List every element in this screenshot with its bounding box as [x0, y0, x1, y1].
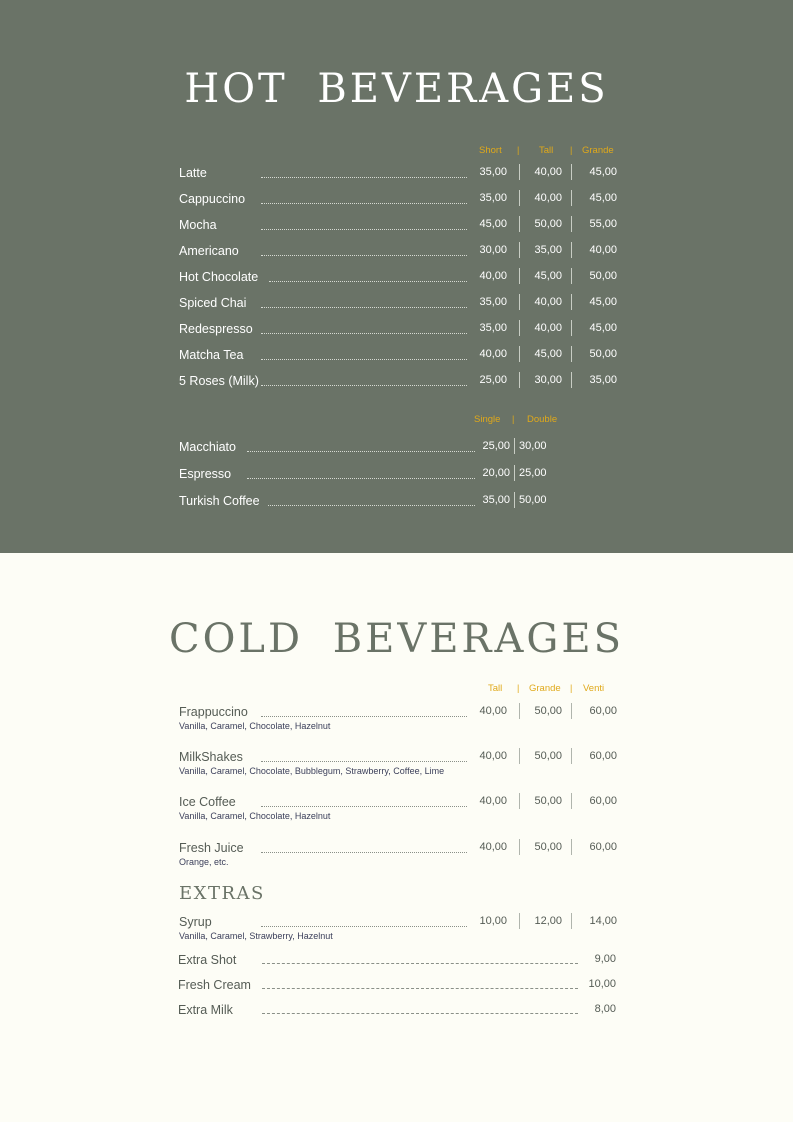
- item-price: 35,00: [479, 296, 507, 308]
- item-price: 35,00: [534, 244, 562, 256]
- item-price: 40,00: [479, 348, 507, 360]
- extra-item-row: [0, 951, 793, 971]
- item-price: 8,00: [594, 1003, 616, 1015]
- item-description: Vanilla, Caramel, Chocolate, Hazelnut: [179, 811, 331, 821]
- item-price: 35,00: [589, 374, 617, 386]
- item-price: 20,00: [482, 467, 510, 479]
- item-price: 30,00: [479, 244, 507, 256]
- item-price: 45,00: [589, 192, 617, 204]
- item-price: 50,00: [519, 494, 547, 506]
- header-divider: |: [512, 414, 515, 424]
- price-divider: [519, 913, 520, 929]
- size-header-double: Double: [527, 414, 558, 425]
- size-header-tall: Tall: [539, 145, 554, 156]
- item-name: Americano: [179, 244, 239, 258]
- extras-title: EXTRAS: [179, 883, 265, 904]
- price-divider: [519, 294, 520, 310]
- item-price: 45,00: [589, 166, 617, 178]
- price-divider: [519, 164, 520, 180]
- price-divider: [519, 320, 520, 336]
- size-header-grande: Grande: [529, 683, 561, 694]
- item-name: Cappuccino: [179, 192, 246, 206]
- dotted-leader: [269, 281, 467, 282]
- item-name: Matcha Tea: [179, 348, 244, 362]
- item-price: 55,00: [589, 218, 617, 230]
- item-price: 40,00: [534, 166, 562, 178]
- item-description: Vanilla, Caramel, Strawberry, Hazelnut: [179, 931, 333, 941]
- menu-item-row: [0, 492, 793, 512]
- item-price: 35,00: [479, 192, 507, 204]
- item-price: 45,00: [589, 322, 617, 334]
- size-header-single: Single: [474, 414, 501, 425]
- menu-item-row: [0, 839, 793, 875]
- menu-item-row: [0, 164, 793, 184]
- item-price: 40,00: [589, 244, 617, 256]
- item-name: Latte: [179, 166, 207, 180]
- dotted-leader: [268, 505, 475, 506]
- price-divider: [514, 492, 515, 508]
- price-divider: [571, 913, 572, 929]
- item-price: 45,00: [479, 218, 507, 230]
- item-name: Mocha: [179, 218, 217, 232]
- item-price: 50,00: [534, 841, 562, 853]
- dotted-leader: [261, 926, 467, 927]
- menu-item-row: [0, 793, 793, 829]
- item-price: 40,00: [479, 705, 507, 717]
- header-divider: |: [570, 683, 573, 693]
- price-divider: [571, 190, 572, 206]
- item-name: Hot Chocolate: [179, 270, 259, 284]
- menu-item-row: [0, 913, 793, 949]
- price-divider: [571, 294, 572, 310]
- dotted-leader: [261, 359, 467, 360]
- item-price: 45,00: [534, 270, 562, 282]
- size-header-venti: Venti: [583, 683, 605, 694]
- price-divider: [571, 703, 572, 719]
- item-price: 25,00: [479, 374, 507, 386]
- item-name: Syrup: [179, 915, 212, 929]
- menu-item-row: [0, 465, 793, 485]
- item-price: 14,00: [589, 915, 617, 927]
- item-price: 10,00: [588, 978, 616, 990]
- item-price: 45,00: [534, 348, 562, 360]
- dotted-leader: [261, 761, 467, 762]
- item-price: 9,00: [594, 953, 616, 965]
- item-price: 50,00: [534, 750, 562, 762]
- item-price: 10,00: [479, 915, 507, 927]
- price-divider: [519, 793, 520, 809]
- item-name: 5 Roses (Milk): [179, 374, 259, 388]
- item-price: 60,00: [589, 795, 617, 807]
- item-description: Vanilla, Caramel, Chocolate, Hazelnut: [179, 721, 331, 731]
- price-divider: [519, 748, 520, 764]
- item-price: 40,00: [479, 750, 507, 762]
- item-price: 40,00: [534, 192, 562, 204]
- price-divider: [571, 242, 572, 258]
- dashed-leader: [262, 963, 578, 964]
- price-divider: [519, 242, 520, 258]
- item-name: Turkish Coffee: [179, 494, 260, 508]
- menu-item-row: [0, 268, 793, 288]
- item-price: 30,00: [519, 440, 547, 452]
- item-name: Fresh Juice: [179, 841, 244, 855]
- dotted-leader: [261, 177, 467, 178]
- item-name: Frappuccino: [179, 705, 248, 719]
- item-description: Vanilla, Caramel, Chocolate, Bubblegum, Strawberry, Coffee, Lime: [179, 766, 445, 776]
- cold-title: COLD BEVERAGES: [169, 616, 624, 662]
- item-price: 60,00: [589, 841, 617, 853]
- dotted-leader: [261, 385, 467, 386]
- menu-item-row: [0, 320, 793, 340]
- item-name: MilkShakes: [179, 750, 243, 764]
- item-price: 50,00: [534, 218, 562, 230]
- item-price: 50,00: [534, 795, 562, 807]
- price-divider: [519, 703, 520, 719]
- price-divider: [571, 164, 572, 180]
- item-price: 30,00: [534, 374, 562, 386]
- price-divider: [514, 465, 515, 481]
- item-price: 25,00: [519, 467, 547, 479]
- dotted-leader: [261, 716, 467, 717]
- item-price: 60,00: [589, 705, 617, 717]
- price-divider: [519, 346, 520, 362]
- dashed-leader: [262, 1013, 578, 1014]
- hot-beverages-section: [0, 0, 793, 553]
- size-header-short: Short: [479, 145, 502, 156]
- item-name: Macchiato: [179, 440, 236, 454]
- menu-item-row: [0, 216, 793, 236]
- cold-beverages-section: [0, 553, 793, 1122]
- price-divider: [571, 793, 572, 809]
- hot-title: HOT BEVERAGES: [184, 66, 609, 112]
- dotted-leader: [261, 229, 467, 230]
- item-name: Fresh Cream: [178, 978, 251, 992]
- item-price: 50,00: [589, 270, 617, 282]
- menu-item-row: [0, 346, 793, 366]
- menu-item-row: [0, 438, 793, 458]
- item-name: Extra Milk: [178, 1003, 233, 1017]
- item-price: 35,00: [479, 322, 507, 334]
- dotted-leader: [261, 307, 467, 308]
- extra-item-row: [0, 1001, 793, 1021]
- price-divider: [571, 268, 572, 284]
- item-price: 40,00: [534, 322, 562, 334]
- header-divider: |: [517, 683, 520, 693]
- price-divider: [514, 438, 515, 454]
- item-price: 60,00: [589, 750, 617, 762]
- menu-item-row: [0, 703, 793, 739]
- item-price: 12,00: [534, 915, 562, 927]
- item-price: 50,00: [534, 705, 562, 717]
- size-header-tall: Tall: [488, 683, 503, 694]
- item-description: Orange, etc.: [179, 857, 229, 867]
- price-divider: [571, 372, 572, 388]
- item-name: Extra Shot: [178, 953, 237, 967]
- price-divider: [571, 216, 572, 232]
- menu-item-row: [0, 294, 793, 314]
- price-divider: [519, 190, 520, 206]
- item-name: Redespresso: [179, 322, 253, 336]
- price-divider: [519, 216, 520, 232]
- dotted-leader: [261, 333, 467, 334]
- item-price: 35,00: [482, 494, 510, 506]
- header-divider: |: [517, 145, 520, 155]
- item-price: 40,00: [479, 841, 507, 853]
- item-price: 40,00: [479, 270, 507, 282]
- dotted-leader: [261, 203, 467, 204]
- header-divider: |: [570, 145, 573, 155]
- item-name: Espresso: [179, 467, 232, 481]
- item-price: 50,00: [589, 348, 617, 360]
- item-price: 35,00: [479, 166, 507, 178]
- price-divider: [519, 268, 520, 284]
- dotted-leader: [247, 451, 475, 452]
- menu-item-row: [0, 372, 793, 392]
- item-price: 40,00: [534, 296, 562, 308]
- item-price: 45,00: [589, 296, 617, 308]
- dashed-leader: [262, 988, 578, 989]
- item-price: 40,00: [479, 795, 507, 807]
- menu-item-row: [0, 190, 793, 210]
- dotted-leader: [261, 806, 467, 807]
- menu-item-row: [0, 242, 793, 262]
- price-divider: [571, 748, 572, 764]
- dotted-leader: [261, 852, 467, 853]
- extra-item-row: [0, 976, 793, 996]
- size-header-grande: Grande: [582, 145, 614, 156]
- dotted-leader: [247, 478, 475, 479]
- price-divider: [571, 346, 572, 362]
- item-name: Spiced Chai: [179, 296, 247, 310]
- price-divider: [571, 320, 572, 336]
- item-name: Ice Coffee: [179, 795, 236, 809]
- price-divider: [519, 372, 520, 388]
- price-divider: [571, 839, 572, 855]
- dotted-leader: [261, 255, 467, 256]
- price-divider: [519, 839, 520, 855]
- menu-item-row: [0, 748, 793, 784]
- item-price: 25,00: [482, 440, 510, 452]
